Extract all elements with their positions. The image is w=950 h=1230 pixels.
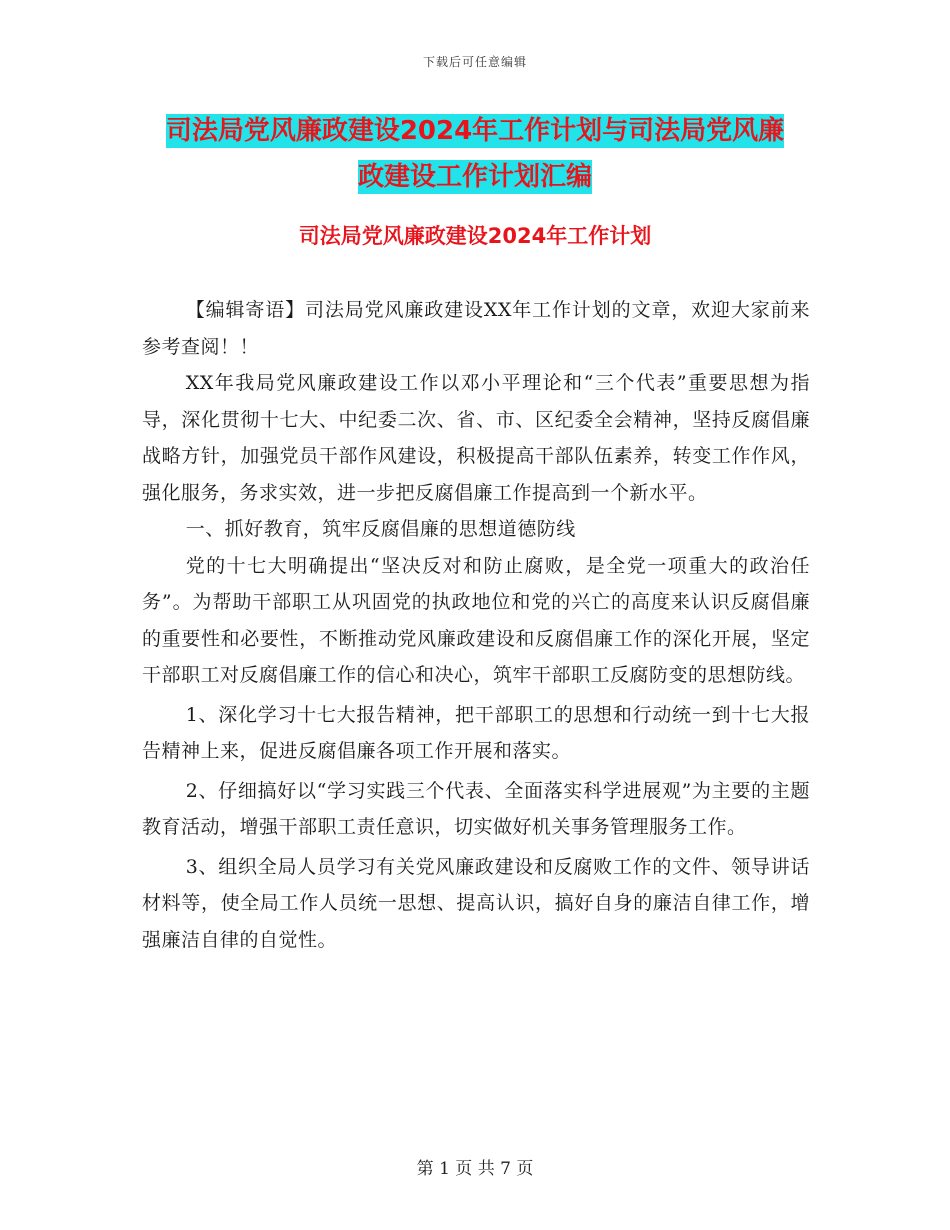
document-body [142, 292, 810, 958]
document-main-title [140, 108, 810, 200]
page-number-footer: 第 1 页 共 7 页 [416, 1159, 534, 1179]
document-sub-title: 司法局党风廉政建设2024年工作计划 [298, 224, 652, 248]
paragraph-item-3: 3、组织全局人员学习有关党风廉政建设和反腐败工作的文件、领导讲话材料等，使全局工作人员统一思想、提高认识，搞好自身的廉洁自律工作，增强廉洁自律的自觉性。 [142, 855, 810, 951]
paragraph-section-heading: 一、抓好教育，筑牢反腐倡廉的思想道德防线 [185, 518, 576, 540]
paragraph-editor-note: 【编辑寄语】司法局党风廉政建设XX年工作计划的文章，欢迎大家前来参考查阅！！ [142, 299, 810, 358]
main-title-line-2: 政建设工作计划汇编 [357, 162, 592, 192]
header-note: 下载后可任意编辑 [422, 55, 527, 69]
paragraph-item-2: 2、仔细搞好以“学习实践三个代表、全面落实科学进展观”为主要的主题教育活动，增强干部职工责任意识，切实做好机关事务管理服务工作。 [142, 779, 810, 838]
paragraph-section-body: 党的十七大明确提出“坚决反对和防止腐败，是全党一项重大的政治任务”。为帮助干部职工从巩固党的执政地位和党的兴亡的高度来认识反腐倡廉的重要性和必要性，不断推动党风廉政建设和反腐倡廉工作的深化开展，坚定干部职工对反腐倡廉工作的信心和决心，筑牢干部职工反腐防变的思想防线。 [142, 554, 810, 686]
paragraph-item-1: 1、深化学习十七大报告精神，把干部职工的思想和行动统一到十七大报告精神上来，促进反腐倡廉各项工作开展和落实。 [142, 703, 810, 762]
paragraph-intro: XX年我局党风廉政建设工作以邓小平理论和“三个代表”重要思想为指导，深化贯彻十七大、中纪委二次、省、市、区纪委全会精神，坚持反腐倡廉战略方针，加强党员干部作风建设，积极提高干部队伍素养，转变工作作风，强化服务，务求实效，进一步把反腐倡廉工作提高到一个新水平。 [142, 372, 810, 504]
main-title-line-1: 司法局党风廉政建设2024年工作计划与司法局党风廉 [165, 116, 785, 146]
